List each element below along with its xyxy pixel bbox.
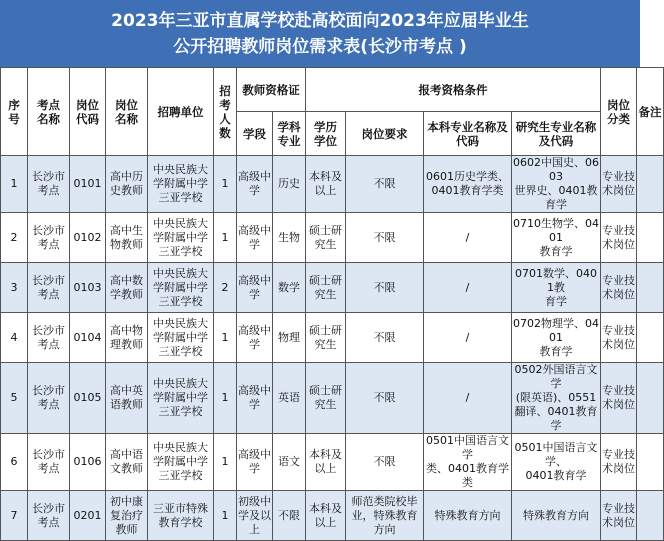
cell-edu: 硕士研 究生 bbox=[306, 263, 346, 313]
header-seq: 序 号 bbox=[1, 68, 28, 156]
cell-code: 0102 bbox=[70, 213, 106, 263]
cell-post: 高中生 物教师 bbox=[106, 213, 148, 263]
cell-seq: 3 bbox=[1, 263, 28, 313]
cell-edu: 本科及 以上 bbox=[306, 434, 346, 491]
cell-venue: 长沙市 考点 bbox=[28, 363, 70, 434]
cell-graduate: 0701数学、0401教 育学 bbox=[512, 263, 601, 313]
cell-post-req: 不限 bbox=[346, 213, 424, 263]
cell-post-req: 不限 bbox=[346, 263, 424, 313]
cell-seq: 6 bbox=[1, 434, 28, 491]
cell-subject: 数学 bbox=[273, 263, 306, 313]
cell-category: 专业技 术岗位 bbox=[601, 313, 637, 363]
cell-code: 0101 bbox=[70, 156, 106, 213]
cell-count: 1 bbox=[214, 213, 237, 263]
table-body bbox=[1, 156, 664, 541]
cell-code: 0105 bbox=[70, 363, 106, 434]
header-note: 备注 bbox=[637, 68, 664, 156]
cell-post: 高中英 语教师 bbox=[106, 363, 148, 434]
cell-stage: 高级中 学 bbox=[237, 213, 273, 263]
cell-venue: 长沙市 考点 bbox=[28, 491, 70, 541]
cell-venue: 长沙市 考点 bbox=[28, 156, 70, 213]
cell-bachelor: / bbox=[424, 363, 512, 434]
table-row bbox=[1, 156, 664, 213]
cell-count: 2 bbox=[214, 263, 237, 313]
cell-count: 1 bbox=[214, 313, 237, 363]
table-row bbox=[1, 313, 664, 363]
header-req-group: 报考资格条件 bbox=[306, 68, 601, 112]
cell-venue: 长沙市 考点 bbox=[28, 313, 70, 363]
job-requirements-table bbox=[0, 67, 664, 541]
header-category: 岗位 分类 bbox=[601, 68, 637, 156]
cell-category: 专业技 术岗位 bbox=[601, 156, 637, 213]
cell-post: 高中历 史教师 bbox=[106, 156, 148, 213]
cell-code: 0106 bbox=[70, 434, 106, 491]
header-bachelor: 本科专业名称及 代码 bbox=[424, 112, 512, 156]
header-cert-group: 教师资格证 bbox=[237, 68, 306, 112]
cell-stage: 高级中 学 bbox=[237, 313, 273, 363]
cell-subject: 语文 bbox=[273, 434, 306, 491]
cell-graduate: 0702物理学、0401 教育学 bbox=[512, 313, 601, 363]
cell-count: 1 bbox=[214, 491, 237, 541]
cell-bachelor: 特殊教育方向 bbox=[424, 491, 512, 541]
cell-code: 0201 bbox=[70, 491, 106, 541]
cell-code: 0104 bbox=[70, 313, 106, 363]
header-code: 岗位 代码 bbox=[70, 68, 106, 156]
cell-note bbox=[637, 363, 664, 434]
cell-edu: 硕士研 究生 bbox=[306, 313, 346, 363]
cell-unit: 中央民族大 学附属中学 三亚学校 bbox=[148, 434, 214, 491]
cell-venue: 长沙市 考点 bbox=[28, 263, 70, 313]
cell-category: 专业技 术岗位 bbox=[601, 263, 637, 313]
header-stage: 学段 bbox=[237, 112, 273, 156]
cell-category: 专业技 术岗位 bbox=[601, 434, 637, 491]
cell-unit: 中央民族大 学附属中学 三亚学校 bbox=[148, 263, 214, 313]
title-line-2: 公开招聘教师岗位需求表(长沙市考点 ) bbox=[173, 36, 467, 57]
title-line-1: 2023年三亚市直属学校赴高校面向2023年应届毕业生 bbox=[111, 10, 529, 31]
table-row bbox=[1, 363, 664, 434]
cell-edu: 本科及 以上 bbox=[306, 156, 346, 213]
cell-note bbox=[637, 434, 664, 491]
cell-graduate: 0602中国史、0603 世界史、0401教育学 bbox=[513, 156, 599, 211]
cell-note bbox=[637, 263, 664, 313]
header-subject: 学科 专业 bbox=[273, 112, 306, 156]
cell-graduate: 0502外国语言文学 (限英语)、0551 翻译、0401教育学 bbox=[512, 363, 601, 434]
cell-subject: 不限 bbox=[273, 491, 306, 541]
cell-edu: 本科及 以上 bbox=[306, 491, 346, 541]
cell-venue: 长沙市 考点 bbox=[28, 213, 70, 263]
cell-venue: 长沙市 考点 bbox=[28, 434, 70, 491]
cell-post-req: 不限 bbox=[346, 313, 424, 363]
cell-bachelor: 0601历史学类、 0401教育学类 bbox=[424, 156, 512, 213]
table-row bbox=[1, 263, 664, 313]
cell-post-req: 不限 bbox=[346, 434, 424, 491]
header-unit: 招聘单位 bbox=[148, 68, 214, 156]
cell-category: 专业技 术岗位 bbox=[601, 363, 637, 434]
cell-note bbox=[637, 213, 664, 263]
cell-post: 高中语 文教师 bbox=[106, 434, 148, 491]
cell-subject: 英语 bbox=[273, 363, 306, 434]
table-row bbox=[1, 491, 664, 541]
cell-unit: 三亚市特殊 教育学校 bbox=[148, 491, 214, 541]
cell-stage: 高级中 学 bbox=[237, 263, 273, 313]
cell-bachelor: / bbox=[424, 313, 512, 363]
cell-subject: 生物 bbox=[273, 213, 306, 263]
cell-stage: 高级中 学 bbox=[237, 363, 273, 434]
header-count: 招 考 人 数 bbox=[214, 68, 237, 156]
cell-seq: 4 bbox=[1, 313, 28, 363]
cell-graduate: 特殊教育方向 bbox=[512, 491, 601, 541]
table-row bbox=[1, 213, 664, 263]
cell-note bbox=[637, 156, 664, 213]
cell-unit: 中央民族大 学附属中学 三亚学校 bbox=[148, 213, 214, 263]
cell-post-req: 不限 bbox=[346, 363, 424, 434]
header-post: 岗位 名称 bbox=[106, 68, 148, 156]
cell-count: 1 bbox=[214, 156, 237, 213]
cell-note bbox=[637, 491, 664, 541]
cell-count: 1 bbox=[214, 363, 237, 434]
cell-post-req: 师范类院校毕 业，特殊教育 方向 bbox=[346, 491, 424, 541]
header-graduate: 研究生专业名称 及代码 bbox=[512, 112, 601, 156]
header-venue: 考点 名称 bbox=[28, 68, 70, 156]
cell-seq: 7 bbox=[1, 491, 28, 541]
header-edu: 学历 学位 bbox=[306, 112, 346, 156]
cell-bachelor: / bbox=[424, 263, 512, 313]
cell-stage: 高级中 学 bbox=[237, 156, 273, 213]
cell-bachelor: 0501中国语言文学 类、0401教育学类 bbox=[424, 434, 512, 491]
cell-post: 初中康 复治疗 教师 bbox=[106, 491, 148, 541]
header-post-req: 岗位要求 bbox=[346, 112, 424, 156]
cell-unit: 中央民族大 学附属中学 三亚学校 bbox=[148, 156, 214, 213]
cell-code: 0103 bbox=[70, 263, 106, 313]
cell-post: 高中物 理教师 bbox=[106, 313, 148, 363]
header-row-1 bbox=[1, 68, 664, 112]
cell-category: 专业技 术岗位 bbox=[601, 213, 637, 263]
cell-subject: 物理 bbox=[273, 313, 306, 363]
cell-seq: 1 bbox=[1, 156, 28, 213]
cell-category: 专业技 术岗位 bbox=[601, 491, 637, 541]
cell-count: 1 bbox=[214, 434, 237, 491]
table-row bbox=[1, 434, 664, 491]
cell-graduate: 0501中国语言文学、 0401教育学 bbox=[512, 434, 601, 491]
cell-unit: 中央民族大 学附属中学 三亚学校 bbox=[148, 313, 214, 363]
cell-stage: 初级中 学及以 上 bbox=[237, 491, 273, 541]
cell-note bbox=[637, 313, 664, 363]
cell-seq: 2 bbox=[1, 213, 28, 263]
cell-unit: 中央民族大 学附属中学 三亚学校 bbox=[148, 363, 214, 434]
cell-edu: 硕士研 究生 bbox=[306, 213, 346, 263]
cell-stage: 高级中 学 bbox=[237, 434, 273, 491]
cell-edu: 硕士研 究生 bbox=[306, 363, 346, 434]
cell-post: 高中数 学教师 bbox=[106, 263, 148, 313]
cell-graduate: 0710生物学、0401 教育学 bbox=[512, 213, 601, 263]
table-title bbox=[0, 0, 640, 67]
cell-post-req: 不限 bbox=[346, 156, 424, 213]
cell-seq: 5 bbox=[1, 363, 28, 434]
cell-subject: 历史 bbox=[273, 156, 306, 213]
cell-bachelor: / bbox=[424, 213, 512, 263]
